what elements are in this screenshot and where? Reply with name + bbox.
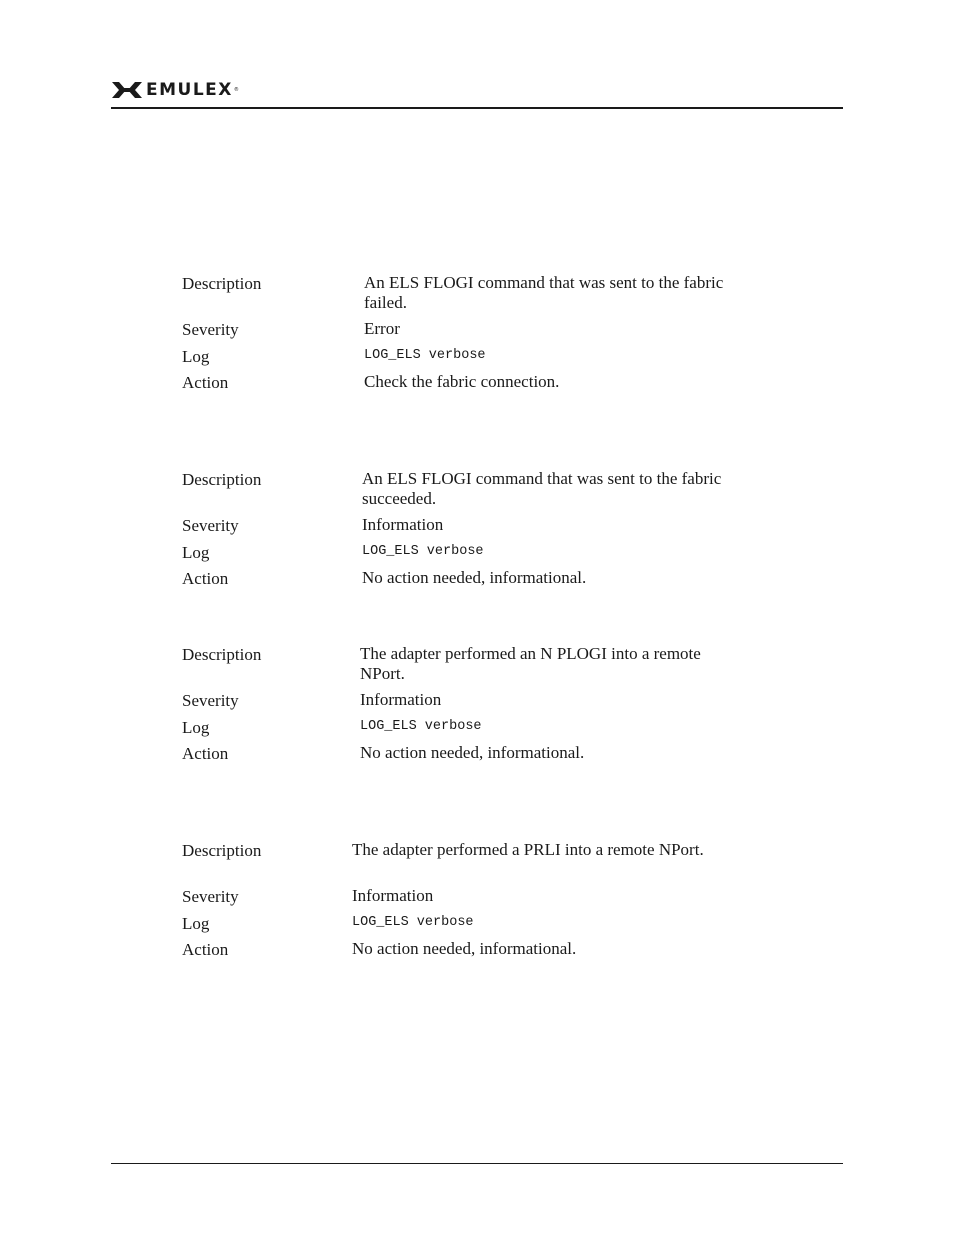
action-label: Action bbox=[182, 940, 229, 959]
severity-value: Information bbox=[362, 515, 444, 534]
action-label: Action bbox=[182, 744, 229, 763]
severity-row bbox=[182, 515, 742, 542]
description-value: An ELS FLOGI command that was sent to the fabric succeeded. bbox=[362, 469, 722, 508]
action-row bbox=[182, 568, 742, 590]
logo-trademark: ® bbox=[233, 87, 239, 93]
action-row bbox=[182, 372, 742, 394]
message-entry bbox=[182, 840, 742, 961]
log-value: LOG_ELS verbose bbox=[360, 719, 482, 734]
action-value: No action needed, informational. bbox=[362, 568, 587, 587]
log-value: LOG_ELS verbose bbox=[364, 348, 486, 363]
description-row bbox=[182, 273, 742, 319]
description-label: Description bbox=[182, 470, 262, 489]
description-label: Description bbox=[182, 274, 262, 293]
log-value: LOG_ELS verbose bbox=[352, 915, 474, 930]
description-label: Description bbox=[182, 841, 262, 860]
log-row bbox=[182, 913, 742, 939]
message-entry bbox=[182, 469, 742, 590]
action-row bbox=[182, 743, 742, 765]
header-rule bbox=[111, 107, 843, 109]
log-row bbox=[182, 717, 742, 743]
severity-value: Information bbox=[352, 886, 434, 905]
severity-label: Severity bbox=[182, 516, 239, 535]
description-row bbox=[182, 644, 742, 690]
severity-label: Severity bbox=[182, 887, 239, 906]
log-label: Log bbox=[182, 347, 210, 366]
action-label: Action bbox=[182, 569, 229, 588]
severity-row bbox=[182, 690, 742, 717]
message-entry bbox=[182, 273, 742, 394]
log-row bbox=[182, 346, 742, 372]
action-label: Action bbox=[182, 373, 229, 392]
footer-rule bbox=[111, 1163, 843, 1164]
message-entry bbox=[182, 644, 742, 765]
emulex-logo-mark-icon bbox=[111, 80, 143, 100]
emulex-logo bbox=[111, 79, 239, 101]
log-value: LOG_ELS verbose bbox=[362, 544, 484, 559]
description-value: An ELS FLOGI command that was sent to the fabric failed. bbox=[364, 273, 724, 312]
description-row bbox=[182, 469, 742, 515]
action-row bbox=[182, 939, 742, 961]
severity-label: Severity bbox=[182, 691, 239, 710]
severity-label: Severity bbox=[182, 320, 239, 339]
log-label: Log bbox=[182, 543, 210, 562]
description-value: The adapter performed an N PLOGI into a remote NPort. bbox=[360, 644, 701, 683]
log-label: Log bbox=[182, 718, 210, 737]
description-row bbox=[182, 840, 742, 886]
log-label: Log bbox=[182, 914, 210, 933]
description-label: Description bbox=[182, 645, 262, 664]
severity-row bbox=[182, 319, 742, 346]
action-value: Check the fabric connection. bbox=[364, 372, 560, 391]
severity-value: Information bbox=[360, 690, 442, 709]
severity-row bbox=[182, 886, 742, 913]
log-row bbox=[182, 542, 742, 568]
action-value: No action needed, informational. bbox=[352, 939, 577, 958]
logo-text: EMULEX bbox=[146, 80, 233, 100]
severity-value: Error bbox=[364, 319, 400, 338]
action-value: No action needed, informational. bbox=[360, 743, 585, 762]
description-value: The adapter performed a PRLI into a remote NPort. bbox=[352, 840, 704, 859]
